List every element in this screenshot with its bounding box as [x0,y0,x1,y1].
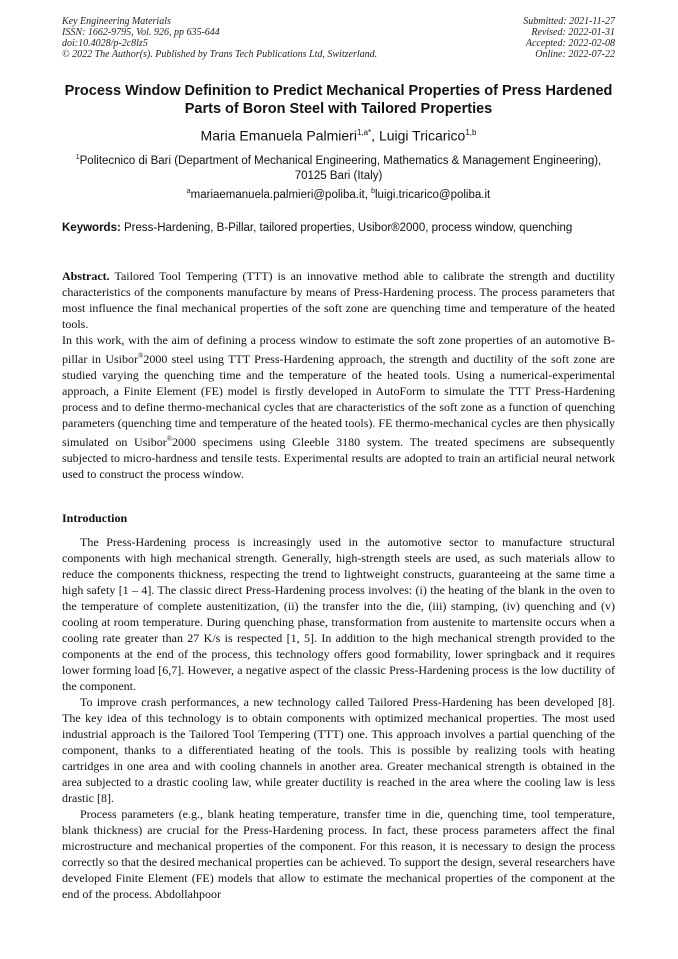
abstract-label: Abstract. [62,269,110,283]
email-a-marker: a [186,188,191,195]
intro-paragraph: The Press-Hardening process is increasingly used in the automotive sector to manufacture structural components with high mechanical strength. Generally, high-strength steels are used, as such materials allow to reduce the components thickness, respecting the trend to lightweight constructs, guaranteeing at the same time a high safety [1 – 4]. The classic direct Press-Hardening process involves: (i) the heating of the blank in the oven to the temperature of complete austenitization, (ii) the transfer into the die, (iii) stamping, (iv) quenching and (v) cooling at room temperature. During quenching phase, transformation from austenite to martensite occurs when a cooling rate greater than 27 K/s is respected [1, 5]. In addition to the high mechanical strength provided to the components at the end of the process, this technology offers good formability, lower springback and it requires lower forming load [6,7]. However, a negative aspect of the classic Press-Hardening process is the low ductility of the component. [62,535,615,693]
abstract [62,268,615,482]
journal-issn: ISSN: 1662-9795, Vol. 926, pp 635-644 [62,27,220,38]
affiliation-marker: 1 [75,154,80,161]
email-line [62,184,615,203]
introduction-body [62,534,615,902]
date-accepted: Accepted: 2022-02-08 [525,38,615,49]
journal-name: Key Engineering Materials [62,16,171,27]
author-line [62,124,615,145]
abstract-paragraph-1 [62,268,615,332]
keywords [62,221,615,236]
journal-doi: doi:10.4028/p-2c8lz5 [62,38,148,49]
abstract-p2-part-b: 2000 steel using TTT Press-Hardening approach, the strength and ductility of the soft zone are studied varying the quenching time and the temperature of the heated tools. Using a numerical-experimental approach, a Finite Element (FE) model is firstly developed in AutoForm to simulate the TTT Press-Hardening process and to define thermo-mechanical cycles that are characteristics of the soft zone as a function of quenching parameters (quenching time and temperature of the heated tools). FE thermo-mechanical cycles are then physically simulated on Usibor [62,352,615,449]
intro-paragraph: Process parameters (e.g., blank heating temperature, transfer time in die, quenching time, tool temperature, blank thickness) are crucial for the Press-Hardening process. In fact, these process parameters affect the final microstructure and mechanical properties of the component. For this reason, it is necessary to design the process correctly so that the desired mechanical properties can be achieved. To support the design, several researchers have developed Finite Element (FE) models that allow to estimate the mechanical properties of the component at the end of the process. Abdollahpoor [62,807,615,901]
affiliation [62,150,615,184]
date-submitted: Submitted: 2021-11-27 [523,16,615,27]
journal-info [62,16,377,60]
email-a[interactable]: mariaemanuela.palmieri@poliba.it [190,188,365,201]
keywords-text: Press-Hardening, B-Pillar, tailored properties, Usibor®2000, process window, quenching [124,222,573,234]
author-1-affil: 1,a* [356,128,372,137]
abstract-p2-part-a: In this work, with the aim of defining a process window to estimate the soft zone properties of an automotive B-pillar in Usibor [62,333,615,366]
keywords-label: Keywords: [62,222,121,234]
abstract-paragraph-2 [62,332,615,482]
submission-dates [523,16,615,60]
email-b-marker: b [371,188,375,195]
email-separator: , [364,188,372,201]
affiliation-text: Politecnico di Bari (Department of Mechanical Engineering, Mathematics & Management Engineering), 70125 Bari (Italy) [79,154,602,182]
date-revised: Revised: 2022-01-31 [531,27,615,38]
paper-title: Process Window Definition to Predict Mechanical Properties of Press Hardened Parts of Boron Steel with Tailored Properties [64,83,613,117]
author-1: Maria Emanuela Palmieri [200,127,357,144]
section-heading-introduction: Introduction [62,511,128,525]
author-separator: , [371,127,379,144]
abstract-p1-text: Tailored Tool Tempering (TTT) is an innovative method able to calibrate the strength and ductility characteristics of the components manufacture by means of Press-Hardening process. The process parameters that most influence the final mechanical properties of the soft zone are quenching time and temperature of the heated tools. [62,269,615,331]
author-2-affil: 1,b [465,128,477,137]
intro-paragraph: To improve crash performances, a new technology called Tailored Press-Hardening has been developed [8]. The key idea of this technology is to obtain components with optimized mechanical properties. The most used industrial approach is the Tailored Tool Tempering (TTT) one. This approach involves a partial quenching of the component, thanks to a differentiated heating of the tools. This is possible by realizing tools with heating cartridges in one area and with cooling channels in another area. Greater mechanical strength is obtained in the area subjected to a drastic cooling law, while greater ductility is reached in the area where the cooling law is less drastic [8]. [62,695,615,805]
email-b[interactable]: luigi.tricarico@poliba.it [375,188,491,201]
abstract-p2-part-c: 2000 specimens using Gleeble 3180 system. The treated specimens are subsequently subjected to micro-hardness and tensile tests. Experimental results are adopted to train an artificial neural network used to construct the process window. [62,435,616,481]
date-online: Online: 2022-07-22 [535,49,615,60]
journal-copyright: © 2022 The Author(s). Published by Trans Tech Publications Ltd, Switzerland. [62,49,378,60]
registered-mark: ® [137,352,144,360]
author-2: Luigi Tricarico [378,127,466,144]
registered-mark: ® [166,435,173,443]
